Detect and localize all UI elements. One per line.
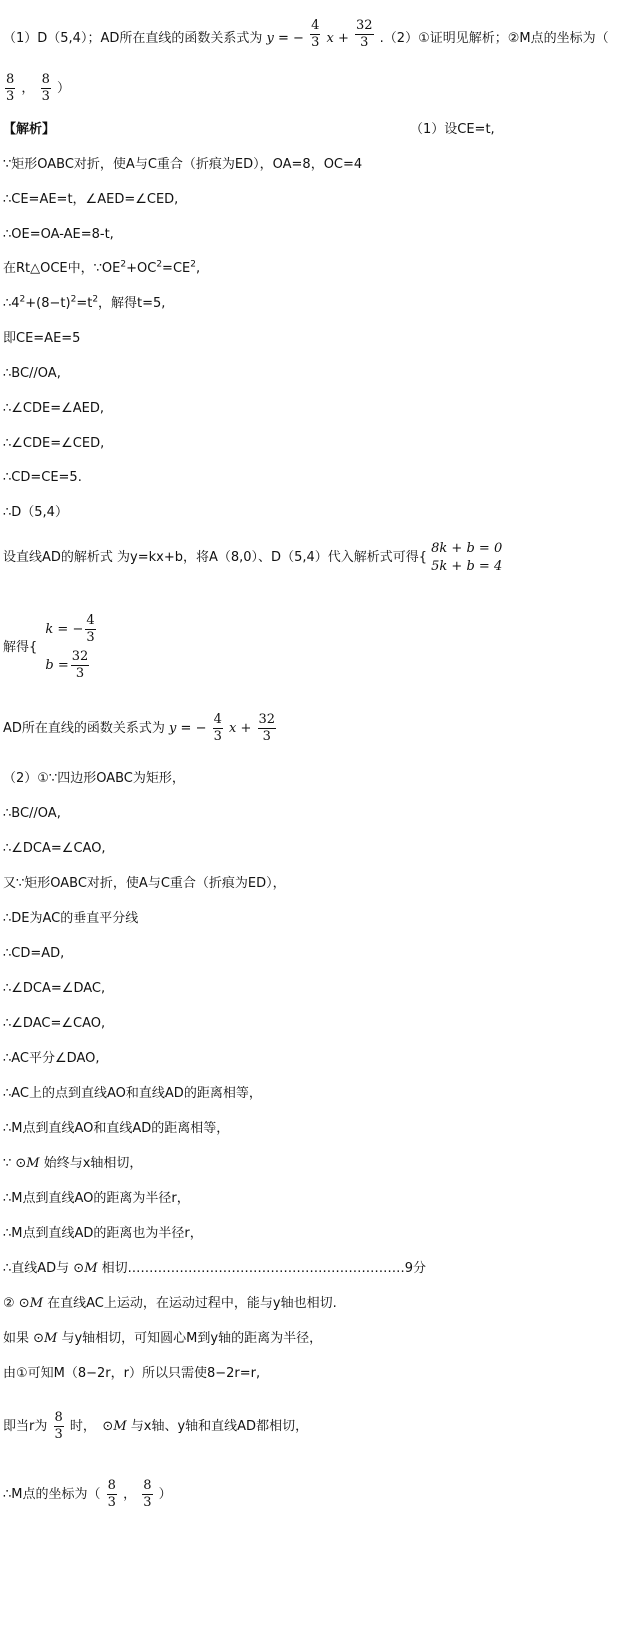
step-line: ∵矩形OABC对折，使A与C重合（折痕为ED），OA=8，OC=4 — [3, 157, 363, 172]
equation-line: $\therefore 4^2+(8-t)^2=t^2$，解得t=5, — [3, 294, 166, 311]
fraction: $\frac{8}{3}$ — [41, 72, 50, 104]
circle-line: 即当r为 $\frac{8}{3}$ 时， ⊙M 与x轴、y轴和直线AD都相切， — [3, 1410, 309, 1442]
part2-line: ∴DE为AC的垂直平分线 — [3, 911, 139, 926]
analysis-heading: 【解析】 — [3, 122, 56, 137]
part2-line: ∴M点到直线AO和直线AD的距离相等， — [3, 1121, 230, 1136]
step-line: 即CE=AE=5 — [3, 331, 81, 346]
circle-line: ② ⊙M 在直线AC上运动，在运动过程中，能与y轴也相切. — [3, 1296, 337, 1311]
final-answer-line: ∴M点的坐标为（ $\frac{8}{3}$ ， $\frac{8}{3}$ ） — [3, 1478, 172, 1510]
step-line: ∴CD=CE=5. — [3, 470, 82, 485]
circle-line: ∴M点到直线AO的距离为半径r， — [3, 1191, 190, 1206]
circle-line: ∵ ⊙M 始终与x轴相切， — [3, 1156, 143, 1171]
fraction: $\frac{4}{3}$ — [311, 18, 320, 50]
circle-line: 由①可知M（8−2r，r）所以只需使8−2r=r, — [3, 1366, 261, 1381]
fraction: $\frac{8}{3}$ — [54, 1410, 63, 1442]
step-line: ∴∠CDE=∠CED, — [3, 436, 105, 451]
equation-system: 8k + b = 0 5k + b = 4 — [431, 541, 503, 574]
fraction: $\frac{4}{3}$ — [213, 712, 222, 744]
fraction: $\frac{8}{3}$ — [143, 1478, 152, 1510]
step-line: ∴BC//OA, — [3, 366, 61, 381]
pythagoras-line: 在Rt△OCE中，$\because OE^2+OC^2=CE^2$, — [3, 259, 201, 276]
step-line: ∴CE=AE=t，∠AED=∠CED, — [3, 192, 179, 207]
part2-line: ∴AC上的点到直线AO和直线AD的距离相等， — [3, 1086, 262, 1101]
part2-line: ∴∠DCA=∠DAC, — [3, 981, 106, 996]
circle-line: ∴直线AD与 ⊙M 相切.………………………………………………………9分 — [3, 1261, 427, 1276]
circle-line: 如果 ⊙M 与y轴相切，可知圆心M到y轴的距离为半径， — [3, 1331, 323, 1346]
circle-line: ∴M点到直线AD的距离也为半径r， — [3, 1226, 203, 1241]
solution-block: 解得{ k = − $\frac{4}{3}$ b = $\frac{32}{3}$ — [3, 612, 98, 684]
step-line: ∴D（5,4） — [3, 505, 68, 520]
fraction: $\frac{32}{3}$ — [258, 712, 276, 744]
step-line: ∴∠CDE=∠AED, — [3, 401, 105, 416]
fraction: $\frac{8}{3}$ — [107, 1478, 116, 1510]
part2-line: ∴BC//OA, — [3, 806, 61, 821]
ad-function-line: AD所在直线的函数关系式为 y = − $\frac{4}{3}$ x + $\frac{32}{3}$ — [3, 712, 276, 744]
solution-system: k = − $\frac{4}{3}$ b = $\frac{32}{3}$ — [45, 613, 95, 681]
setup-line: 设直线AD的解析式 为y=kx+b，将A（8,0）、D（5,4）代入解析式可得{ 8k + b = 0 5k + b = 4 — [3, 541, 503, 574]
part2-line: ∴CD=AD, — [3, 946, 65, 961]
part2-line: ∴AC平分∠DAO, — [3, 1051, 100, 1066]
part2-line: 又∵矩形OABC对折，使A与C重合（折痕为ED）， — [3, 876, 286, 891]
fraction: $\frac{32}{3}$ — [355, 18, 373, 50]
analysis-step-1: （1）设CE=t, — [410, 122, 495, 137]
answer-line-1: （1）D（5,4）；AD所在直线的函数关系式为 y = − $\frac{4}{3}$ x + $\frac{32}{3}$ .（2）①证明见解析；②M点的坐标为（ — [3, 18, 609, 50]
part2-line: ∴∠DCA=∠CAO, — [3, 841, 106, 856]
part2-line: （2）①∵四边形OABC为矩形， — [3, 771, 185, 786]
fraction: $\frac{8}{3}$ — [6, 72, 15, 104]
part2-line: ∴∠DAC=∠CAO, — [3, 1016, 106, 1031]
answer-line-2: $\frac{8}{3}$ ， $\frac{8}{3}$ ） — [6, 72, 71, 104]
step-line: ∴OE=OA-AE=8-t, — [3, 227, 114, 242]
